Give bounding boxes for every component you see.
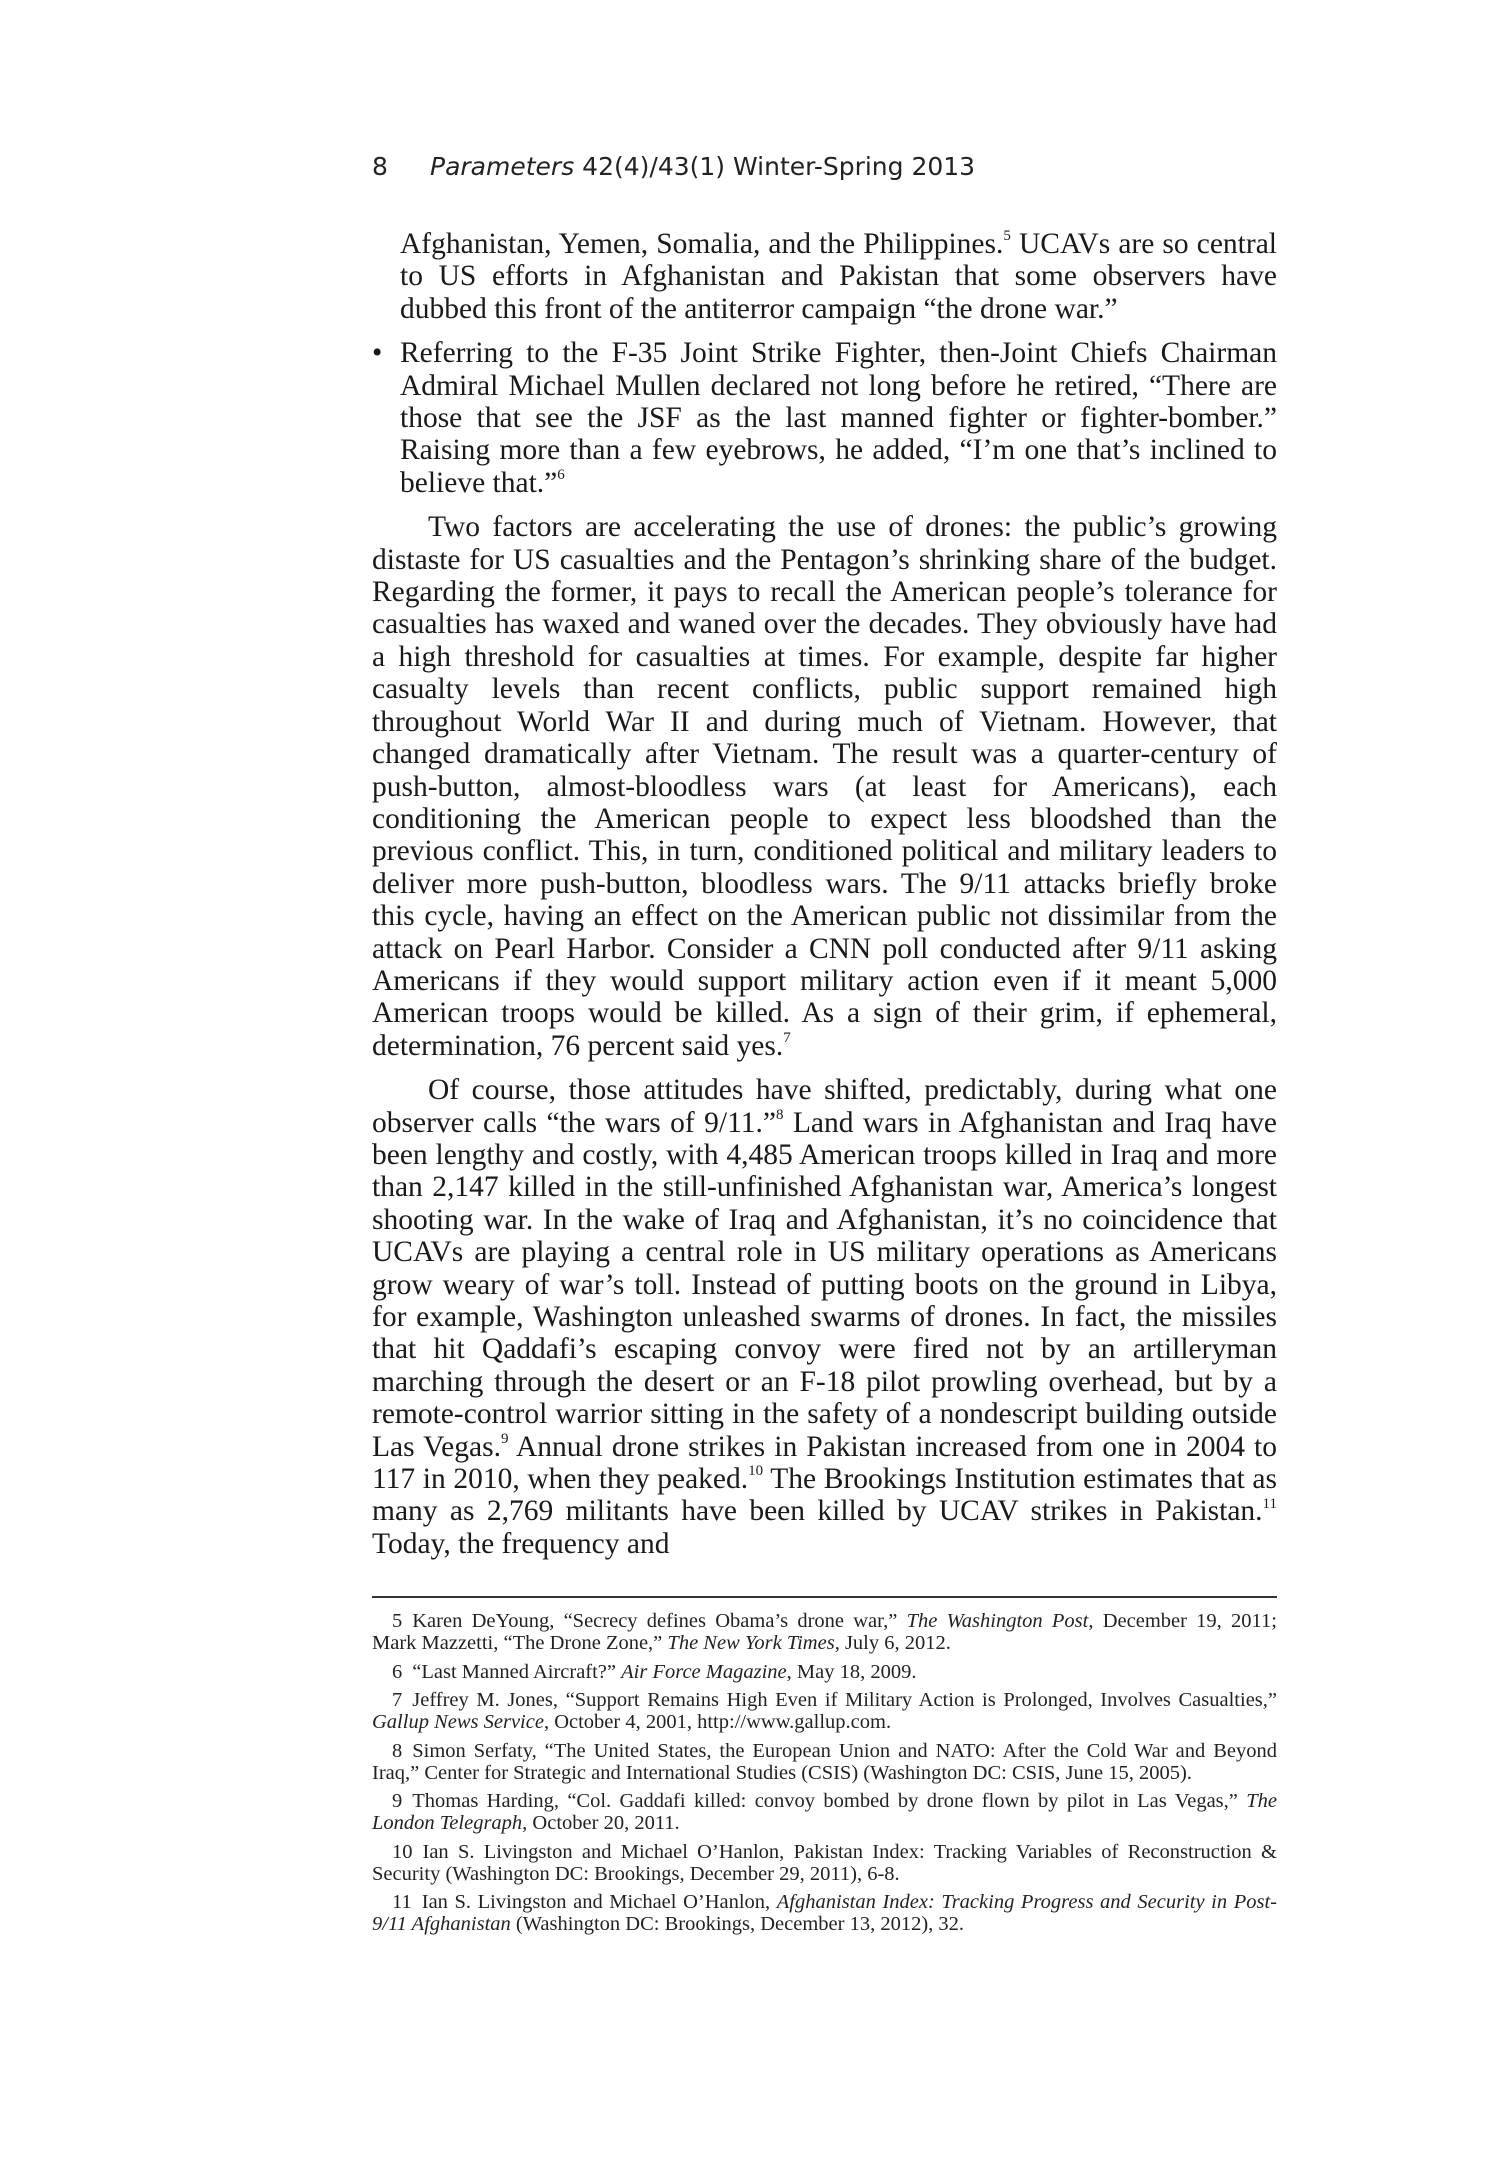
body-text <box>372 228 1277 1560</box>
footnotes <box>372 1610 1277 1942</box>
bullet-icon: • <box>372 337 383 370</box>
footnote-ref-8[interactable]: 8 <box>775 1106 784 1123</box>
footnote-8: 8 Simon Serfaty, “The United States, the European Union and NATO: After the Cold War and Beyond Iraq,” Center for Strategic and International Studies (CSIS) (Washington DC: CSIS, June 15, 2005). <box>372 1739 1277 1784</box>
issue-info: 42(4)/43(1) Winter-Spring 2013 <box>582 152 976 181</box>
footnote-ref-11[interactable]: 11 <box>1262 1495 1277 1512</box>
footnote-5: 5 Karen DeYoung, “Secrecy defines Obama’s drone war,” The Washington Post, December 19, 2011; Mark Mazzetti, “The Drone Zone,” The New York Times, July 6, 2012. <box>372 1610 1277 1654</box>
footnote-7: 7 Jeffrey M. Jones, “Support Remains High Even if Military Action is Prolonged, Involves Casualties,” Gallup News Service, October 4, 2001, http://www.gallup.com. <box>372 1689 1277 1733</box>
footnote-ref-7[interactable]: 7 <box>783 1029 791 1046</box>
footnote-ref-5[interactable]: 5 <box>1003 228 1011 245</box>
footnote-9: 9 Thomas Harding, “Col. Gaddafi killed: convoy bombed by drone flown by pilot in Las Vegas,” The London Telegraph, October 20, 2011. <box>372 1790 1277 1834</box>
continued-bullet-text: Afghanistan, Yemen, Somalia, and the Philippines.$^5$ UCAVs are so central to US efforts in Afghanistan and Pakistan that some observers have dubbed this front of the antiterror campaign “the drone war.” <box>400 228 1277 325</box>
bullet-item: • Referring to the F-35 Joint Strike Fighter, then-Joint Chiefs Chairman Admiral Michael Mullen declared not long before he retired, “There are those that see the JSF as the last manned fighter or fighter-bomber.” Raising more than a few eyebrows, he added, “I’m one that’s inclined to believe that.”$^6$ <box>372 337 1277 499</box>
footnote-11: 11 Ian S. Livingston and Michael O’Hanlon, Afghanistan Index: Tracking Progress and Security in Post-9/11 Afghanistan (Washington DC: Brookings, December 13, 2012), 32. <box>372 1891 1277 1935</box>
running-header <box>372 150 1272 184</box>
paragraph-casualties: Two factors are accelerating the use of drones: the public’s growing distaste for US casualties and the Pentagon’s shrinking share of the budget. Regarding the former, it pays to recall the American people’s tolerance for casualties has waxed and waned over the decades. They obviously have had a high threshold for casualties at times. For example, despite far higher casualty levels than recent conflicts, public support remained high throughout World War II and during much of Vietnam. However, that changed dramatically after Vietnam. The result was a quarter-century of push-button, almost-bloodless wars (at least for Americans), each conditioning the American people to expect less bloodshed than the previous conflict. This, in turn, conditioned political and military leaders to deliver more push-button, bloodless wars. The 9/11 attacks briefly broke this cycle, having an effect on the American public not dissimilar from the attack on Pearl Harbor. Consider a CNN poll conducted after 9/11 asking Americans if they would support military action even if it meant 5,000 American troops would be killed. As a sign of their grim, if ephemeral, determination, 76 percent said yes.$^7$ <box>372 511 1277 1062</box>
footnote-ref-9[interactable]: 9 <box>500 1430 509 1447</box>
page-number: 8 <box>372 152 388 181</box>
footnote-6: 6 “Last Manned Aircraft?” Air Force Magazine, May 18, 2009. <box>392 1660 917 1683</box>
footnote-10: 10 Ian S. Livingston and Michael O’Hanlon, Pakistan Index: Tracking Variables of Reconstruction & Security (Washington DC: Brookings, December 29, 2011), 6-8. <box>372 1840 1277 1885</box>
footnote-divider <box>372 1596 1277 1598</box>
journal-title: Parameters <box>430 152 575 181</box>
footnote-ref-6[interactable]: 6 <box>557 467 565 484</box>
paragraph-wars-of-911: Of course, those attitudes have shifted, predictably, during what one observer calls “the wars of 9/11.”$^8$ Land wars in Afghanistan and Iraq have been lengthy and costly, with 4,485 American troops killed in Iraq and more than 2,147 killed in the still-unfinished Afghanistan war, America’s longest shooting war. In the wake of Iraq and Afghanistan, it’s no coincidence that UCAVs are playing a central role in US military operations as Americans grow weary of war’s toll. Instead of putting boots on the ground in Libya, for example, Washington unleashed swarms of drones. In fact, the missiles that hit Qaddafi’s escaping convoy were fired not by an artilleryman marching through the desert or an F-18 pilot prowling overhead, but by a remote-control warrior sitting in the safety of a nondescript building outside Las Vegas.$^9$ Annual drone strikes in Pakistan increased from one in 2004 to 117 in 2010, when they peaked.$^{10}$ The Brookings Institution estimates that as many as 2,769 militants have been killed by UCAV strikes in Pakistan.$^{11}$ Today, the frequency and <box>372 1074 1278 1560</box>
footnote-ref-10[interactable]: 10 <box>748 1463 764 1480</box>
